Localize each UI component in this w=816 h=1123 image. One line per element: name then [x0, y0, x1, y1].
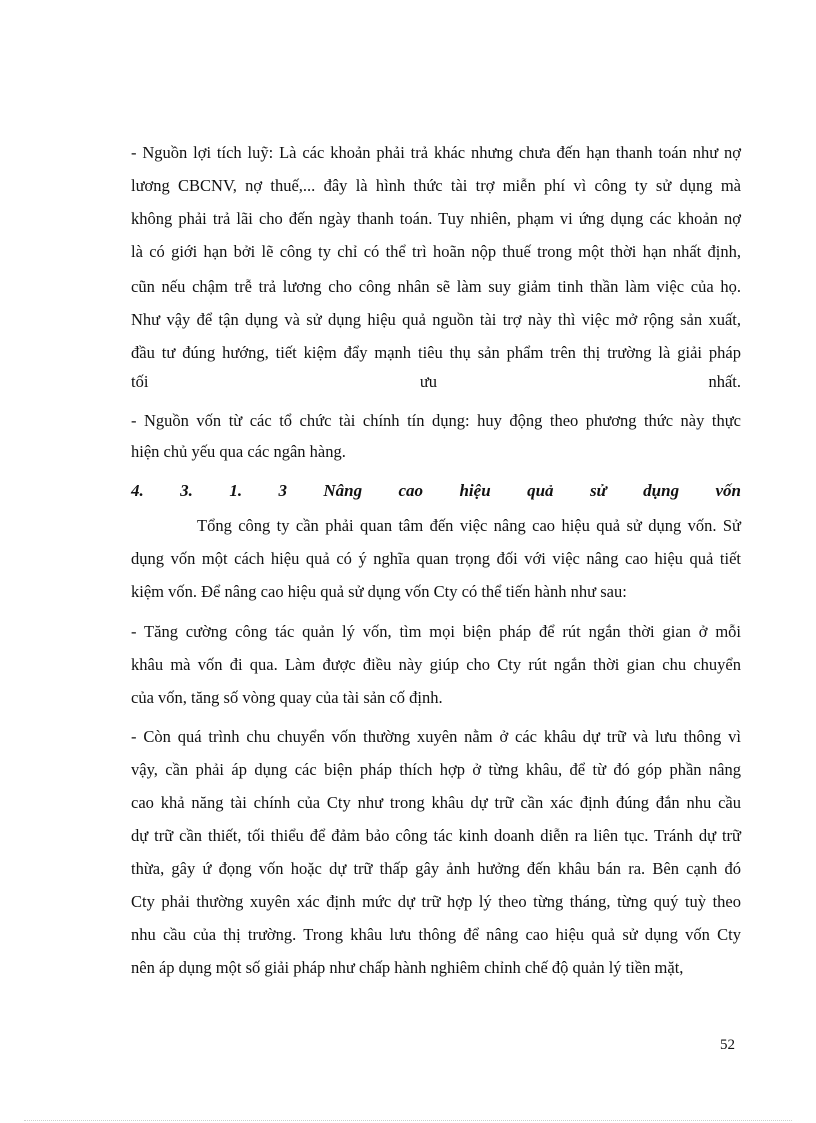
word-toi: tối — [131, 372, 149, 391]
text-line: lương CBCNV, nợ thuế,... đây là hình thức tài trợ miễn phí vì công ty sử dụng mà — [131, 176, 741, 195]
heading-words — [131, 481, 741, 501]
heading-word: cao — [398, 481, 424, 500]
heading-word: Nâng — [323, 481, 363, 500]
text-line: Cty phải thường xuyên xác định mức dự trữ hợp lý theo từng tháng, từng quý tuỳ theo — [131, 892, 741, 911]
text-line: của vốn, tăng số vòng quay của tài sản cố định. — [131, 688, 443, 707]
word-uu: ưu — [419, 372, 438, 391]
heading-word: quả — [527, 481, 554, 500]
text-line: dụng vốn một cách hiệu quả có ý nghĩa quan trọng đối với việc nâng cao hiệu quả tiết — [131, 549, 741, 568]
spread-line — [131, 372, 741, 392]
text-line: nên áp dụng một số giải pháp như chấp hành nghiêm chỉnh chế độ quản lý tiền mặt, — [131, 958, 684, 977]
text-line: Tổng công ty cần phải quan tâm đến việc nâng cao hiệu quả sử dụng vốn. Sử — [197, 516, 741, 535]
page-number: 52 — [720, 1037, 735, 1053]
text-line: dự trữ cần thiết, tối thiểu để đảm bảo công tác kinh doanh diễn ra liên tục. Tránh dự trữ — [131, 826, 741, 845]
text-line: - Tăng cường công tác quản lý vốn, tìm mọi biện pháp để rút ngắn thời gian ở mỗi — [131, 622, 741, 641]
text-line: là có giới hạn bởi lẽ công ty chỉ có thể trì hoãn nộp thuế trong một thời hạn nhất định, — [131, 242, 741, 261]
text-line: thừa, gây ứ đọng vốn hoặc dự trữ thấp gây ảnh hưởng đến khâu bán ra. Bên cạnh đó — [131, 859, 741, 878]
heading-word: sử — [589, 481, 607, 500]
text-line: - Nguồn vốn từ các tổ chức tài chính tín dụng: huy động theo phương thức này thực — [131, 411, 741, 430]
heading-word: 4. — [131, 481, 144, 500]
heading-word: 1. — [229, 481, 243, 500]
text-line-spread — [131, 372, 741, 392]
heading-word: 3 — [278, 481, 287, 500]
page-bottom-divider — [24, 1120, 792, 1121]
text-line: hiện chủ yếu qua các ngân hàng. — [131, 442, 346, 461]
text-line: khâu mà vốn đi qua. Làm được điều này giúp cho Cty rút ngắn thời gian chu chuyển — [131, 655, 741, 674]
text-line: - Nguồn lợi tích luỹ: Là các khoản phải trả khác nhưng chưa đến hạn thanh toán như nợ — [131, 143, 741, 162]
text-line: Như vậy để tận dụng và sử dụng hiệu quả nguồn tài trợ này thì việc mở rộng sản xuất, — [131, 310, 741, 329]
text-line: cao khả năng tài chính của Cty như trong khâu dự trữ cần xác định đúng đắn nhu cầu — [131, 793, 741, 812]
heading-word: hiệu — [459, 481, 491, 500]
text-line: cũn nếu chậm trễ trả lương cho công nhân sẽ làm suy giảm tinh thần làm việc của họ. — [131, 277, 741, 296]
word-nhat: nhất. — [708, 372, 741, 391]
heading-word: 3. — [180, 481, 193, 500]
text-line: nhu cầu của thị trường. Trong khâu lưu thông để nâng cao hiệu quả sử dụng vốn Cty — [131, 925, 741, 944]
text-line: đầu tư đúng hướng, tiết kiệm đẩy mạnh tiêu thụ sản phẩm trên thị trường là giải pháp — [131, 343, 741, 362]
text-line: vậy, cần phải áp dụng các biện pháp thích hợp ở từng khâu, để từ đó góp phần nâng — [131, 760, 741, 779]
text-line: - Còn quá trình chu chuyển vốn thường xuyên nằm ở các khâu dự trữ và lưu thông vì — [131, 727, 741, 746]
text-line: không phải trả lãi cho đến ngày thanh toán. Tuy nhiên, phạm vi ứng dụng các khoản nợ — [131, 209, 741, 228]
section-heading — [131, 481, 741, 501]
heading-word: vốn — [715, 481, 741, 500]
heading-word: dụng — [643, 481, 680, 500]
text-line: kiệm vốn. Để nâng cao hiệu quả sử dụng vốn Cty có thể tiến hành như sau: — [131, 582, 627, 601]
